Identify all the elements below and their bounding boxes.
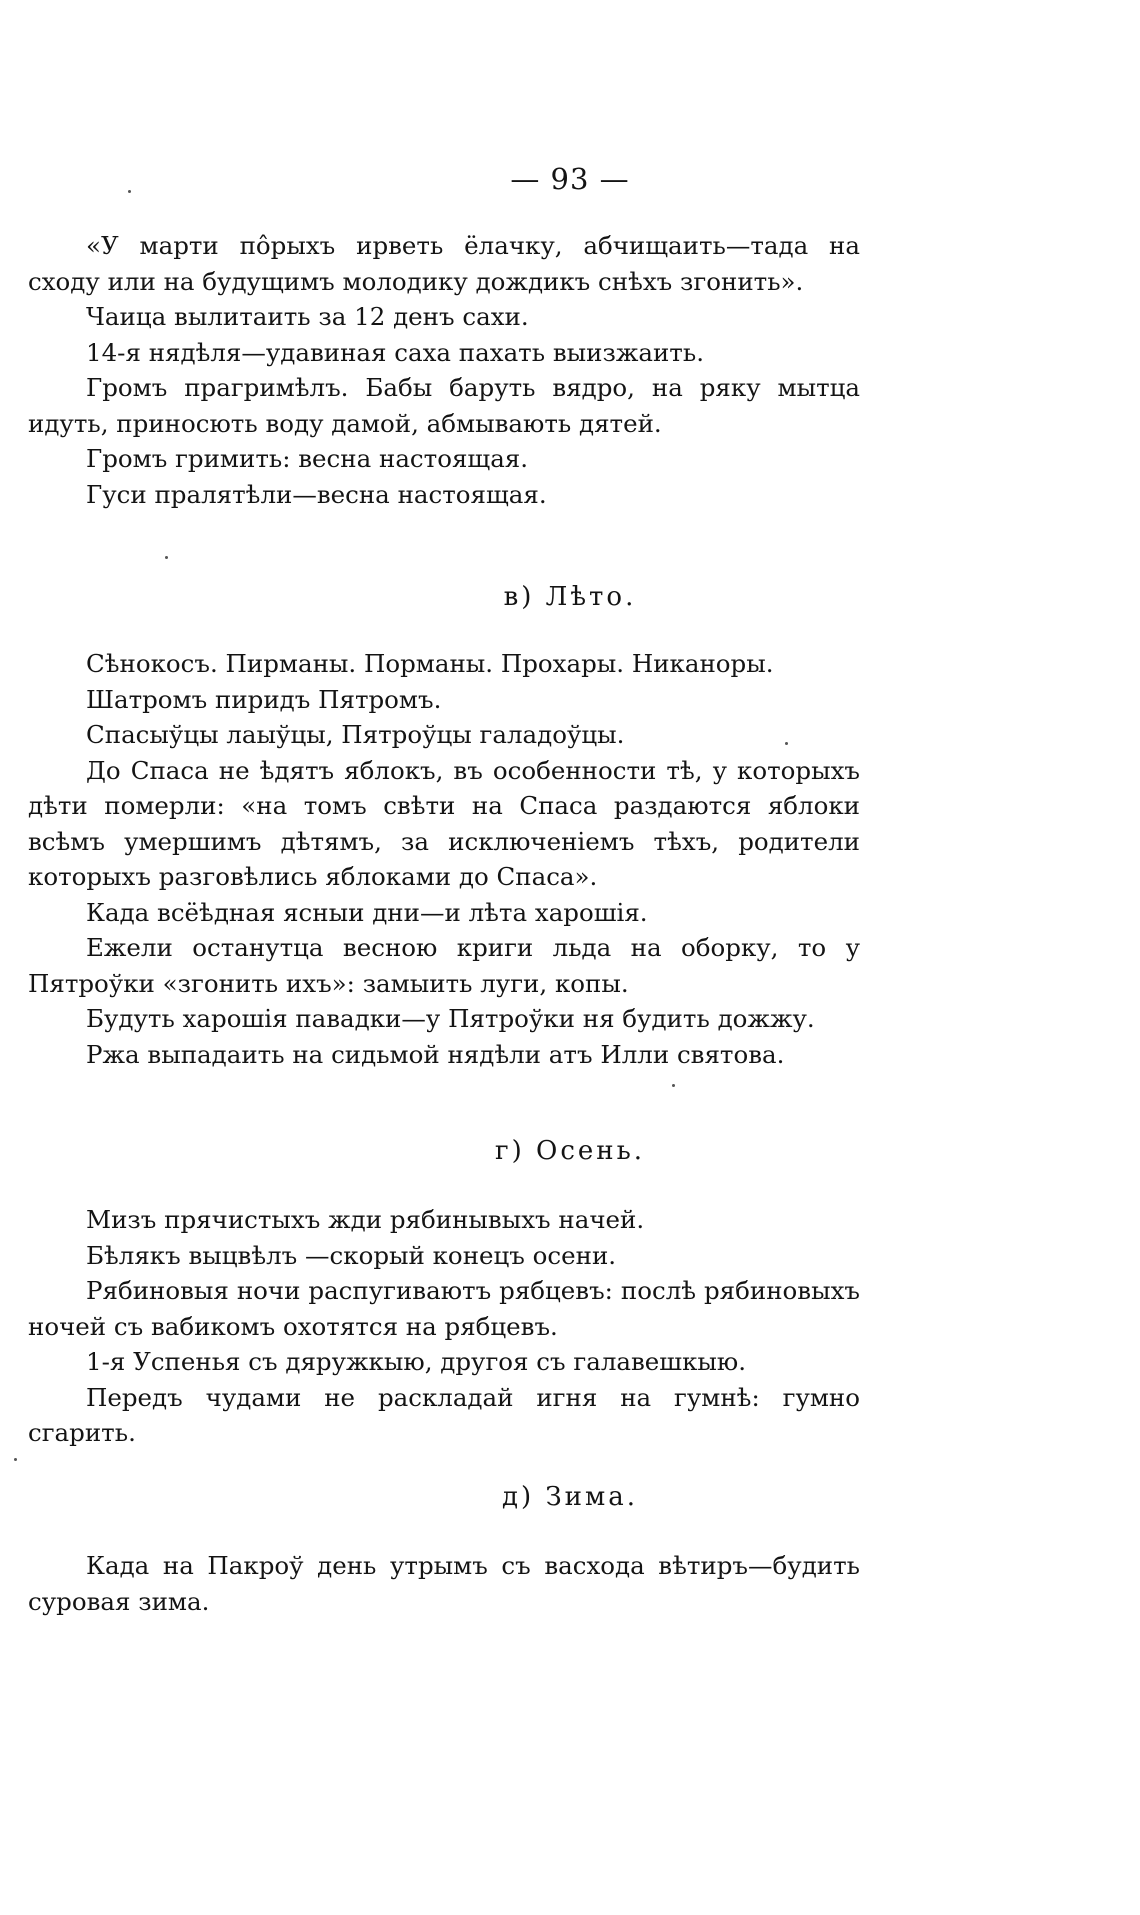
paragraph: Ржа выпадаить на сидьмой нядѣли атъ Илли святова.	[86, 1039, 785, 1069]
paragraph: Шатромъ пиридъ Пятромъ.	[86, 684, 442, 714]
paragraph: До Спаса не ѣдятъ яблокъ, въ особенности тѣ, у которыхъ дѣти померли: «на томъ свѣти на Спаса раздаются яблоки всѣмъ умершимъ дѣтямъ, за исключеніемъ тѣхъ, родители которыхъ разговѣлись яблоками до Спаса».	[28, 755, 860, 891]
section-heading-winter: д) Зима.	[502, 1482, 638, 1512]
paragraph: Громъ гримить: весна настоящая.	[86, 444, 529, 473]
paragraph: Гуси пралятѣли—весна настоящая.	[86, 479, 547, 509]
scan-speck	[672, 1084, 675, 1087]
paragraph: Чаица вылитаить за 12 денъ сахи.	[86, 302, 529, 331]
scan-speck	[14, 1458, 17, 1461]
winter-section-text	[28, 1548, 860, 1619]
scan-speck	[165, 556, 168, 559]
paragraph: Ежели останутца весною криги льда на оборку, то у Пятроўки «згонить ихъ»: замыить луги, копы.	[28, 933, 860, 998]
scan-speck	[785, 742, 788, 745]
paragraph: Бѣлякъ выцвѣлъ —скорый конецъ осени.	[86, 1240, 617, 1270]
paragraph: Рябиновыя ночи распугиваютъ рябцевъ: послѣ рябиновыхъ ночей съ вабикомъ охотятся на рябцевъ.	[28, 1276, 860, 1341]
paragraph: Када всёѣдная ясныи дни—и лѣта харошія.	[86, 897, 648, 927]
paragraph: Громъ прагримѣлъ. Бабы баруть вядро, на ряку мытца идуть, приносють воду дамой, абмывають дятей.	[28, 373, 860, 438]
page-number: — 93 —	[510, 162, 630, 196]
paragraph: «У марти пôрыхъ ирветь ёлачку, абчищаить—тада на сходу или на будущимъ молодику дождикъ снѣхъ згонить».	[28, 231, 860, 296]
autumn-section-text	[28, 1202, 860, 1451]
section-heading-autumn: г) Осень.	[494, 1136, 646, 1166]
paragraph: Сѣнокосъ. Пирманы. Порманы. Прохары. Никаноры.	[86, 649, 774, 678]
spring-section-text	[28, 228, 860, 512]
paragraph: Спасыўцы лаыўцы, Пятроўцы галадоўцы.	[86, 720, 625, 749]
paragraph: Будуть харошія павадки—у Пятроўки ня будить дожжу.	[86, 1004, 815, 1033]
summer-section-text	[28, 646, 860, 1072]
paragraph: 14-я нядѣля—удавиная саха пахать выизжаить.	[86, 337, 704, 367]
paragraph: Када на Пакроў день утрымъ съ васхода вѣтиръ—будить суровая зима.	[28, 1551, 860, 1616]
paragraph: 1-я Успенья съ дяружкыю, другоя съ галавешкыю.	[86, 1347, 746, 1376]
scan-speck	[128, 190, 131, 193]
paragraph: Мизъ прячистыхъ жди рябинывыхъ начей.	[86, 1205, 645, 1234]
section-heading-summer: в) Лѣто.	[503, 582, 637, 612]
paragraph: Передъ чудами не раскладай игня на гумнѣ: гумно сгарить.	[28, 1382, 860, 1447]
